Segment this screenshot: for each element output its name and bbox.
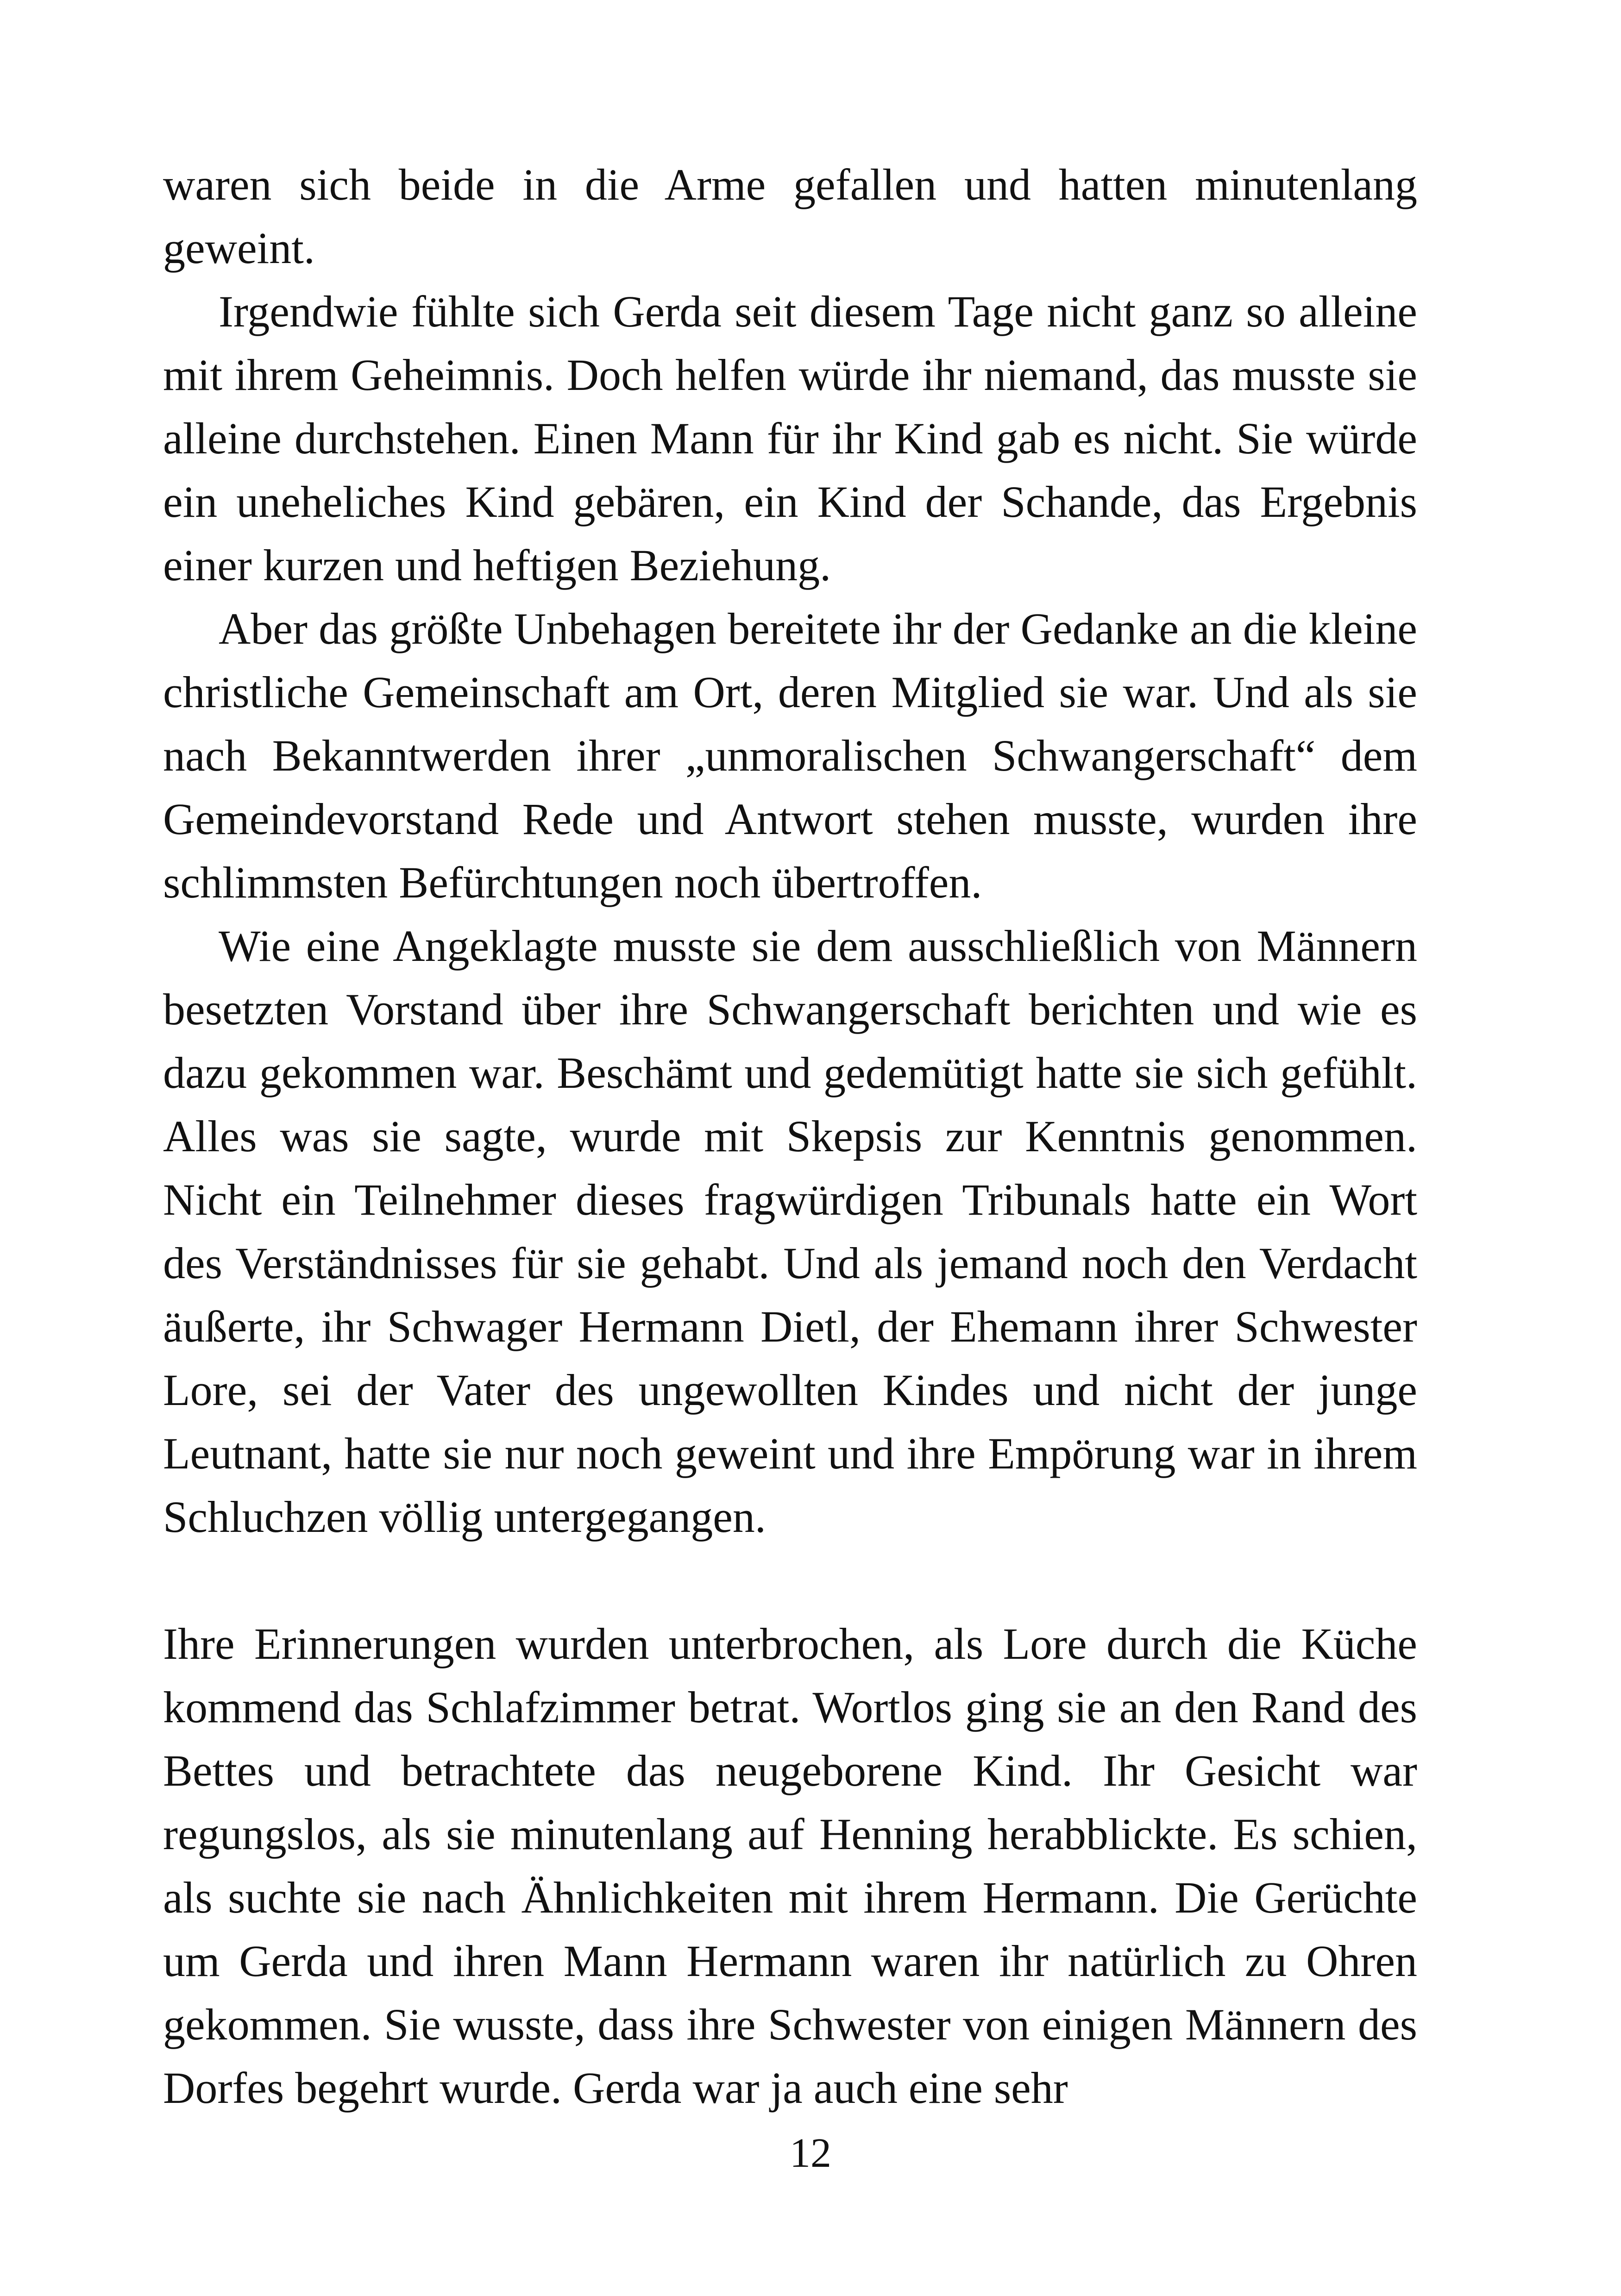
- paragraph-5: Ihre Erinnerungen wurden unterbrochen, als Lore durch die Küche kommend das Schlafzimmer betrat. Wortlos ging sie an den Rand des Bettes und betrachtete das neugeborene Kind. Ihr Gesicht war regungslos, als sie minutenlang auf Henning herabblickte. Es schien, als suchte sie nach Ähnlichkeiten mit ihrem Hermann. Die Gerüchte um Gerda und ihren Mann Hermann waren ihr natürlich zu Ohren gekommen. Sie wusste, dass ihre Schwester von einigen Männern des Dorfes begehrt wurde. Gerda war ja auch eine sehr: [163, 1619, 1417, 2113]
- paragraph-1: waren sich beide in die Arme gefallen und hatten minutenlang geweint.: [163, 160, 1417, 273]
- paragraph-3: Aber das größte Unbehagen bereitete ihr der Gedanke an die kleine christliche Gemeinschaft am Ort, deren Mitglied sie war. Und als sie nach Bekanntwerden ihrer „unmoralischen Schwangerschaft“ dem Gemeindevorstand Rede und Antwort stehen musste, wurden ihre schlimmsten Befürchtungen noch übertroffen.: [163, 604, 1417, 907]
- section-break: [163, 1549, 1417, 1612]
- page-number: 12: [790, 2130, 831, 2176]
- paragraph-2: Irgendwie fühlte sich Gerda seit diesem Tage nicht ganz so alleine mit ihrem Geheimnis. Doch helfen würde ihr niemand, das musste sie alleine durchstehen. Einen Mann für ihr Kind gab es nicht. Sie würde ein uneheliches Kind gebären, ein Kind der Schande, das Ergebnis einer kurzen und heftigen Beziehung.: [163, 287, 1417, 590]
- paragraph-4: Wie eine Angeklagte musste sie dem ausschließlich von Männern besetzten Vorstand über ihre Schwangerschaft berichten und wie es dazu gekommen war. Beschämt und gedemütigt hatte sie sich gefühlt. Alles was sie sagte, wurde mit Skepsis zur Kenntnis genommen. Nicht ein Teilnehmer dieses fragwürdigen Tribunals hatte ein Wort des Verständnisses für sie gehabt. Und als jemand noch den Verdacht äußerte, ihr Schwager Hermann Dietl, der Ehemann ihrer Schwester Lore, sei der Vater des ungewollten Kindes und nicht der junge Leutnant, hatte sie nur noch geweint und ihre Empörung war in ihrem Schluchzen völlig untergegangen.: [163, 921, 1417, 1542]
- body-text: [163, 153, 1417, 2120]
